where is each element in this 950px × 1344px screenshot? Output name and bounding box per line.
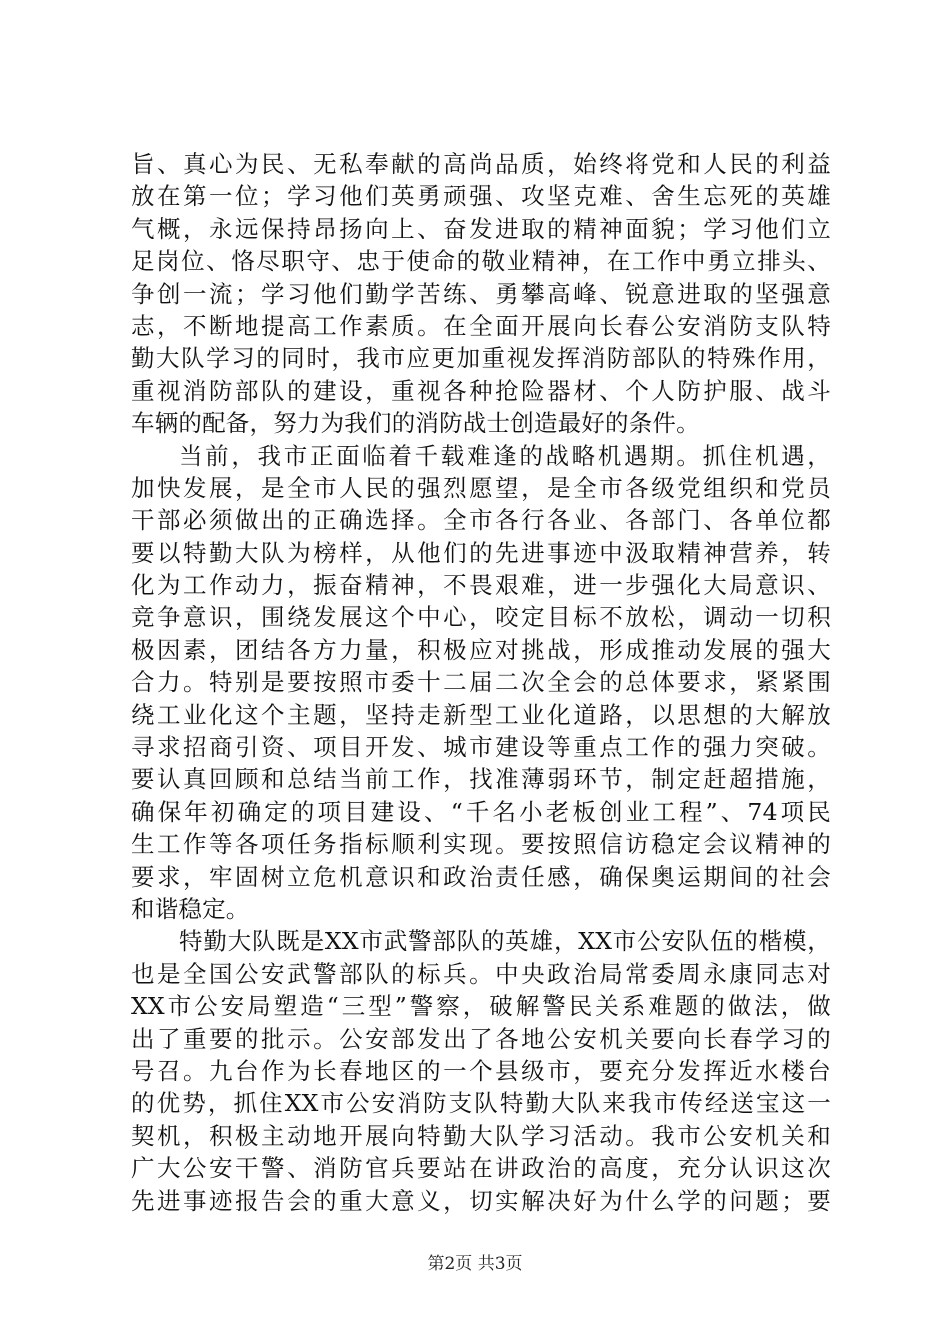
text-line: 广大公安干警、消防官兵要站在讲政治的高度，充分认识这次 (131, 1154, 831, 1183)
text-line: 出了重要的批示。公安部发出了各地公安机关要向长春学习的 (131, 1024, 831, 1053)
page-footer: 第2页 共3页 (427, 1254, 523, 1274)
text-line: 干部必须做出的正确选择。全市各行各业、各部门、各单位都 (131, 506, 831, 535)
text-line: 车辆的配备，努力为我们的消防战士创造最好的条件。 (131, 409, 700, 438)
text-line: 生工作等各项任务指标顺利实现。要按照信访稳定会议精神的 (131, 830, 831, 859)
text-line: 加快发展，是全市人民的强烈愿望，是全市各级党组织和党员 (131, 473, 831, 502)
text-line: 争创一流；学习他们勤学苦练、勇攀高峰、锐意进取的坚强意 (131, 279, 831, 308)
text-line: 要以特勤大队为榜样，从他们的先进事迹中汲取精神营养，转 (131, 538, 831, 567)
text-line: 号召。九台作为长春地区的一个县级市，要充分发挥近水楼台 (131, 1056, 831, 1085)
text-line: 要求，牢固树立危机意识和政治责任感，确保奥运期间的社会 (131, 862, 831, 891)
text-line: 确保年初确定的项目建设、“千名小老板创业工程”、74项民 (131, 797, 831, 826)
text-line: 极因素，团结各方力量，积极应对挑战，形成推动发展的强大 (131, 635, 831, 664)
text-line: 也是全国公安武警部队的标兵。中央政治局常委周永康同志对 (131, 959, 831, 988)
text-line: 化为工作动力，振奋精神，不畏艰难，进一步强化大局意识、 (131, 571, 831, 600)
text-line: 当前，我市正面临着千载难逢的战略机遇期。抓住机遇， (179, 441, 831, 470)
text-line: 重视消防部队的建设，重视各种抢险器材、个人防护服、战斗 (131, 376, 831, 405)
text-line: 合力。特别是要按照市委十二届二次全会的总体要求，紧紧围 (131, 668, 831, 697)
text-line: 寻求招商引资、项目开发、城市建设等重点工作的强力突破。 (131, 733, 831, 762)
text-line: 志，不断地提高工作素质。在全面开展向长春公安消防支队特 (131, 311, 831, 340)
text-line: 契机，积极主动地开展向特勤大队学习活动。我市公安机关和 (131, 1121, 831, 1150)
text-line: 特勤大队既是XX市武警部队的英雄，XX市公安队伍的楷模， (179, 927, 831, 956)
text-line: 要认真回顾和总结当前工作，找准薄弱环节，制定赶超措施， (131, 765, 831, 794)
text-line: 和谐稳定。 (131, 894, 250, 923)
text-line: 放在第一位；学习他们英勇顽强、攻坚克难、舍生忘死的英雄 (131, 182, 831, 211)
text-line: XX市公安局塑造“三型”警察，破解警民关系难题的做法，做 (131, 992, 831, 1021)
text-line: 气概，永远保持昂扬向上、奋发进取的精神面貌；学习他们立 (131, 214, 831, 243)
text-line: 旨、真心为民、无私奉献的高尚品质，始终将党和人民的利益 (131, 150, 831, 178)
text-line: 足岗位、恪尽职守、忠于使命的敬业精神，在工作中勇立排头、 (131, 247, 831, 276)
text-line: 勤大队学习的同时，我市应更加重视发挥消防部队的特殊作用， (131, 344, 831, 373)
text-line: 竞争意识，围绕发展这个中心，咬定目标不放松，调动一切积 (131, 603, 831, 632)
text-line: 的优势，抓住XX市公安消防支队特勤大队来我市传经送宝这一 (131, 1089, 831, 1118)
text-line: 绕工业化这个主题，坚持走新型工业化道路，以思想的大解放 (131, 700, 831, 729)
text-line: 先进事迹报告会的重大意义，切实解决好为什么学的问题；要 (131, 1186, 831, 1215)
document-body (131, 148, 831, 1217)
